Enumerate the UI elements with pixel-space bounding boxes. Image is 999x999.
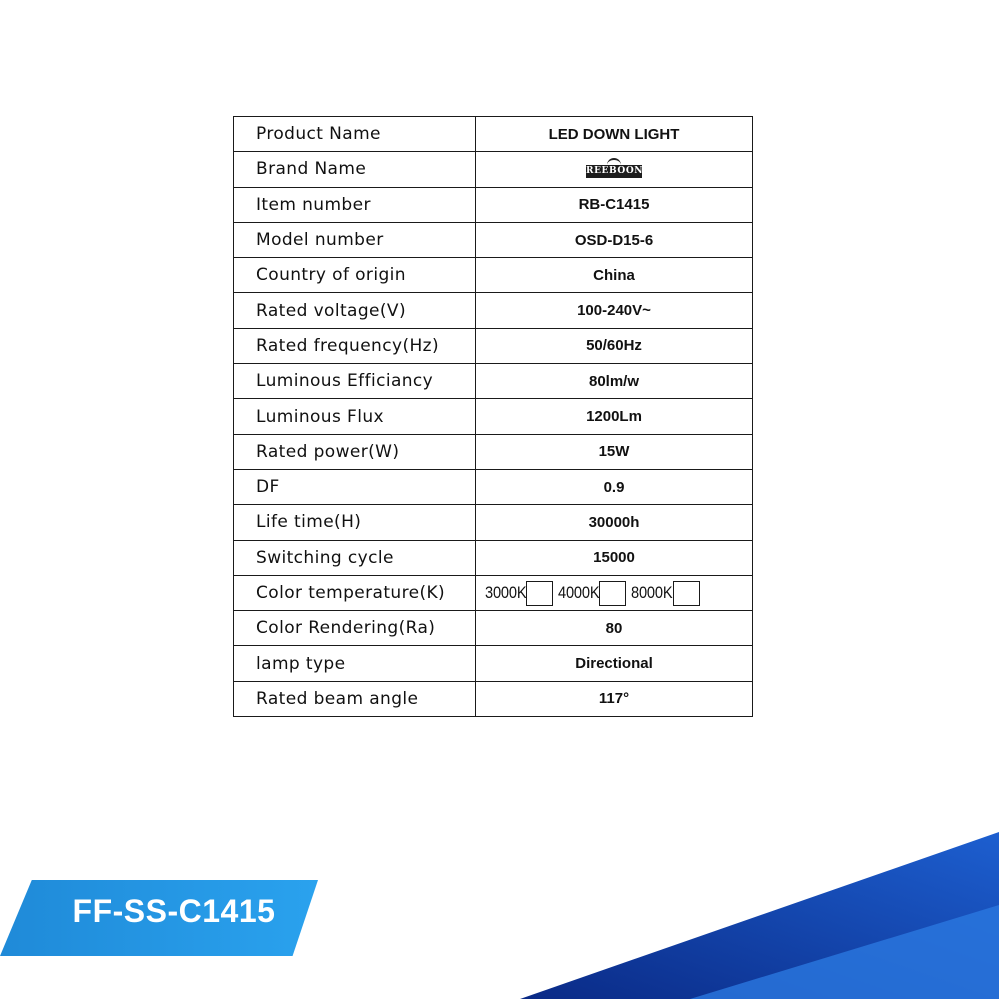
spec-row bbox=[234, 646, 753, 681]
spec-row bbox=[234, 540, 753, 575]
spec-label: Rated voltage(V) bbox=[234, 293, 476, 328]
spec-value: 15000 bbox=[476, 540, 753, 575]
spec-table bbox=[233, 116, 753, 717]
spec-row bbox=[234, 328, 753, 363]
spec-label: Switching cycle bbox=[234, 540, 476, 575]
spec-value: Directional bbox=[476, 646, 753, 681]
spec-value: 15W bbox=[476, 434, 753, 469]
spec-label: Luminous Efficiancy bbox=[234, 364, 476, 399]
color-temperature-options bbox=[476, 575, 753, 610]
cct-option-group bbox=[476, 576, 752, 610]
spec-row bbox=[234, 258, 753, 293]
spec-value: 80 bbox=[476, 611, 753, 646]
spec-value: China bbox=[476, 258, 753, 293]
cct-checkbox[interactable] bbox=[599, 581, 626, 606]
spec-row bbox=[234, 152, 753, 187]
spec-row bbox=[234, 364, 753, 399]
spec-value: 1200Lm bbox=[476, 399, 753, 434]
spec-label: Life time(H) bbox=[234, 505, 476, 540]
spec-label: Luminous Flux bbox=[234, 399, 476, 434]
spec-row bbox=[234, 117, 753, 152]
spec-label: Rated power(W) bbox=[234, 434, 476, 469]
spec-value: 30000h bbox=[476, 505, 753, 540]
spec-row bbox=[234, 469, 753, 504]
spec-row bbox=[234, 399, 753, 434]
cct-checkbox[interactable] bbox=[526, 581, 553, 606]
brand-logo-cell bbox=[476, 152, 753, 187]
spec-label: Rated frequency(Hz) bbox=[234, 328, 476, 363]
spec-label: Brand Name bbox=[234, 152, 476, 187]
spec-label: DF bbox=[234, 469, 476, 504]
cct-option-label: 4000K bbox=[558, 583, 600, 602]
spec-label: lamp type bbox=[234, 646, 476, 681]
spec-value: 80lm/w bbox=[476, 364, 753, 399]
spec-value: 50/60Hz bbox=[476, 328, 753, 363]
spec-row bbox=[234, 434, 753, 469]
spec-row bbox=[234, 505, 753, 540]
spec-label: Color temperature(K) bbox=[234, 575, 476, 610]
cct-checkbox[interactable] bbox=[673, 581, 700, 606]
spec-label: Rated beam angle bbox=[234, 681, 476, 716]
spec-label: Color Rendering(Ra) bbox=[234, 611, 476, 646]
spec-value: 0.9 bbox=[476, 469, 753, 504]
spec-value: LED DOWN LIGHT bbox=[476, 117, 753, 152]
spec-row bbox=[234, 611, 753, 646]
spec-row bbox=[234, 293, 753, 328]
spec-row bbox=[234, 222, 753, 257]
spec-row bbox=[234, 575, 753, 610]
cct-option-label: 8000K bbox=[631, 583, 673, 602]
spec-label: Product Name bbox=[234, 117, 476, 152]
cct-option bbox=[485, 581, 558, 606]
logo-text: REEBOON bbox=[586, 166, 644, 177]
cct-option bbox=[631, 581, 704, 606]
cct-option bbox=[558, 581, 631, 606]
reeboon-logo-icon bbox=[583, 158, 645, 180]
spec-value: OSD-D15-6 bbox=[476, 222, 753, 257]
product-code: FF-SS-C1415 bbox=[72, 893, 276, 929]
spec-row bbox=[234, 681, 753, 716]
spec-value: 117° bbox=[476, 681, 753, 716]
spec-value: RB-C1415 bbox=[476, 187, 753, 222]
spec-label: Country of origin bbox=[234, 258, 476, 293]
spec-row bbox=[234, 187, 753, 222]
spec-label: Model number bbox=[234, 222, 476, 257]
spec-label: Item number bbox=[234, 187, 476, 222]
spec-value: 100-240V~ bbox=[476, 293, 753, 328]
cct-option-label: 3000K bbox=[485, 583, 527, 602]
